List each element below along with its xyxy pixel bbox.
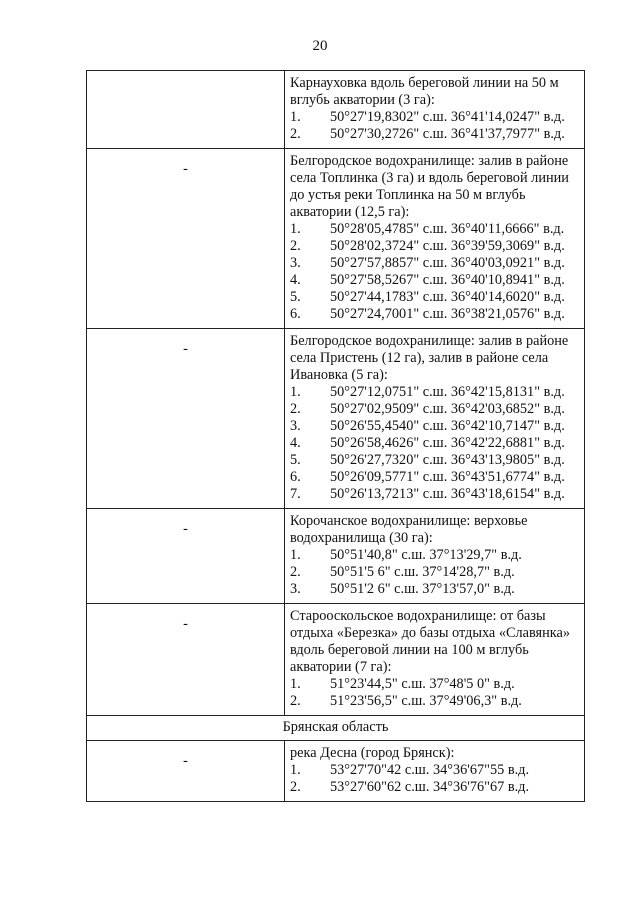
coordinate-number: 5.: [290, 452, 301, 468]
coordinate-value: 50°51'5 6" с.ш. 37°14'28,7" в.д.: [330, 564, 515, 580]
coordinate-item: [290, 486, 580, 503]
coordinate-item: [290, 255, 580, 272]
coordinate-list: [290, 676, 580, 710]
coordinate-value: 50°27'02,9509" с.ш. 36°42'03,6852" в.д.: [330, 401, 565, 417]
location-description: река Десна (город Брянск):: [290, 745, 455, 761]
region-row: [87, 716, 585, 741]
coordinate-value: 50°28'02,3724" с.ш. 36°39'59,3069" в.д.: [330, 238, 565, 254]
coordinate-value: 50°27'57,8857" с.ш. 36°40'03,0921" в.д.: [330, 255, 565, 271]
coordinate-number: 2.: [290, 693, 301, 709]
coordinate-value: 50°51'40,8" с.ш. 37°13'29,7" в.д.: [330, 547, 522, 563]
row-marker-cell: [87, 71, 285, 149]
location-cell: [285, 604, 585, 716]
coordinate-number: 1.: [290, 221, 301, 237]
location-cell: [285, 741, 585, 802]
coordinate-number: 3.: [290, 418, 301, 434]
coordinate-item: [290, 469, 580, 486]
coordinate-number: 2.: [290, 238, 301, 254]
location-description: Карнауховка вдоль береговой линии на 50 м вглубь акватории (3 га):: [290, 75, 559, 108]
coordinate-value: 50°27'12,0751" с.ш. 36°42'15,8131" в.д.: [330, 384, 565, 400]
row-marker-cell: [87, 329, 285, 509]
coordinate-value: 50°26'58,4626" с.ш. 36°42'22,6881" в.д.: [330, 435, 565, 451]
coordinate-number: 1.: [290, 762, 301, 778]
location-cell: [285, 509, 585, 604]
coordinate-item: [290, 452, 580, 469]
coordinate-item: [290, 676, 580, 693]
coordinate-number: 4.: [290, 435, 301, 451]
coordinate-number: 5.: [290, 289, 301, 305]
row-marker-cell: [87, 509, 285, 604]
coordinate-number: 2.: [290, 126, 301, 142]
coordinate-item: [290, 126, 580, 143]
row-marker: -: [183, 521, 188, 537]
coordinate-item: [290, 762, 580, 779]
coordinate-value: 50°27'30,2726" с.ш. 36°41'37,7977" в.д.: [330, 126, 565, 142]
row-marker: -: [183, 616, 188, 632]
coordinate-number: 1.: [290, 384, 301, 400]
coordinate-value: 50°27'24,7001" с.ш. 36°38'21,0576" в.д.: [330, 306, 565, 322]
coordinate-number: 2.: [290, 564, 301, 580]
row-marker-cell: [87, 149, 285, 329]
coordinate-value: 50°27'19,8302" с.ш. 36°41'14,0247" в.д.: [330, 109, 565, 125]
coordinate-number: 2.: [290, 779, 301, 795]
table-row: [87, 741, 585, 802]
location-cell: [285, 149, 585, 329]
row-marker: -: [183, 161, 188, 177]
coordinate-item: [290, 693, 580, 710]
coordinate-number: 6.: [290, 306, 301, 322]
coordinate-value: 50°26'55,4540" с.ш. 36°42'10,7147" в.д.: [330, 418, 565, 434]
coordinate-value: 50°28'05,4785" с.ш. 36°40'11,6666" в.д.: [330, 221, 565, 237]
coordinate-item: [290, 581, 580, 598]
row-marker: -: [183, 753, 188, 769]
coordinate-number: 7.: [290, 486, 301, 502]
coordinate-number: 2.: [290, 401, 301, 417]
coordinate-value: 50°27'58,5267" с.ш. 36°40'10,8941" в.д.: [330, 272, 565, 288]
coordinate-item: [290, 109, 580, 126]
coordinate-value: 50°26'13,7213" с.ш. 36°43'18,6154" в.д.: [330, 486, 565, 502]
coordinate-number: 4.: [290, 272, 301, 288]
coordinate-item: [290, 221, 580, 238]
region-title: Брянская область: [87, 716, 585, 741]
document-table: [86, 70, 585, 802]
table-row: [87, 149, 585, 329]
coordinate-value: 53°27'60"62 с.ш. 34°36'76"67 в.д.: [330, 779, 530, 795]
coordinate-item: [290, 779, 580, 796]
coordinate-number: 1.: [290, 547, 301, 563]
coordinate-item: [290, 306, 580, 323]
table-row: [87, 509, 585, 604]
table-row: [87, 604, 585, 716]
coordinate-value: 51°23'56,5" с.ш. 37°49'06,3" в.д.: [330, 693, 522, 709]
location-cell: [285, 329, 585, 509]
location-description: Корочанское водохранилище: верховье водохранилища (30 га):: [290, 513, 528, 546]
coordinate-list: [290, 547, 580, 598]
coordinate-list: [290, 384, 580, 503]
coordinate-item: [290, 401, 580, 418]
coordinate-number: 1.: [290, 676, 301, 692]
document-table-body: [87, 71, 585, 802]
location-cell: [285, 71, 585, 149]
coordinate-value: 50°26'09,5771" с.ш. 36°43'51,6774" в.д.: [330, 469, 565, 485]
page-number: 20: [312, 38, 328, 54]
coordinate-item: [290, 435, 580, 452]
coordinate-number: 3.: [290, 581, 301, 597]
table-row: [87, 329, 585, 509]
coordinate-value: 53°27'70"42 с.ш. 34°36'67"55 в.д.: [330, 762, 530, 778]
coordinate-number: 6.: [290, 469, 301, 485]
coordinate-list: [290, 762, 580, 796]
coordinate-list: [290, 109, 580, 143]
coordinate-item: [290, 272, 580, 289]
coordinate-item: [290, 384, 580, 401]
coordinate-list: [290, 221, 580, 323]
coordinate-value: 50°27'44,1783" с.ш. 36°40'14,6020" в.д.: [330, 289, 565, 305]
location-description: Старооскольское водохранилище: от базы отдыха «Березка» до базы отдыха «Славянка» вдоль береговой линии на 100 м вглубь акватории (7 га):: [290, 608, 570, 675]
location-description: Белгородское водохранилище: залив в районе села Топлинка (3 га) и вдоль береговой линии до устья реки Топлинка на 50 м вглубь акватории (12,5 га):: [290, 153, 569, 220]
row-marker: -: [183, 341, 188, 357]
coordinate-item: [290, 238, 580, 255]
coordinate-value: 50°51'2 6" с.ш. 37°13'57,0" в.д.: [330, 581, 515, 597]
coordinate-number: 1.: [290, 109, 301, 125]
row-marker-cell: [87, 741, 285, 802]
coordinate-value: 50°26'27,7320" с.ш. 36°43'13,9805" в.д.: [330, 452, 565, 468]
coordinate-value: 51°23'44,5" с.ш. 37°48'5 0" в.д.: [330, 676, 515, 692]
row-marker-cell: [87, 604, 285, 716]
coordinate-item: [290, 289, 580, 306]
location-description: Белгородское водохранилище: залив в районе села Пристень (12 га), залив в районе села Ивановка (5 га):: [290, 333, 569, 383]
coordinate-item: [290, 547, 580, 564]
table-row: [87, 71, 585, 149]
coordinate-number: 3.: [290, 255, 301, 271]
coordinate-item: [290, 564, 580, 581]
coordinate-item: [290, 418, 580, 435]
